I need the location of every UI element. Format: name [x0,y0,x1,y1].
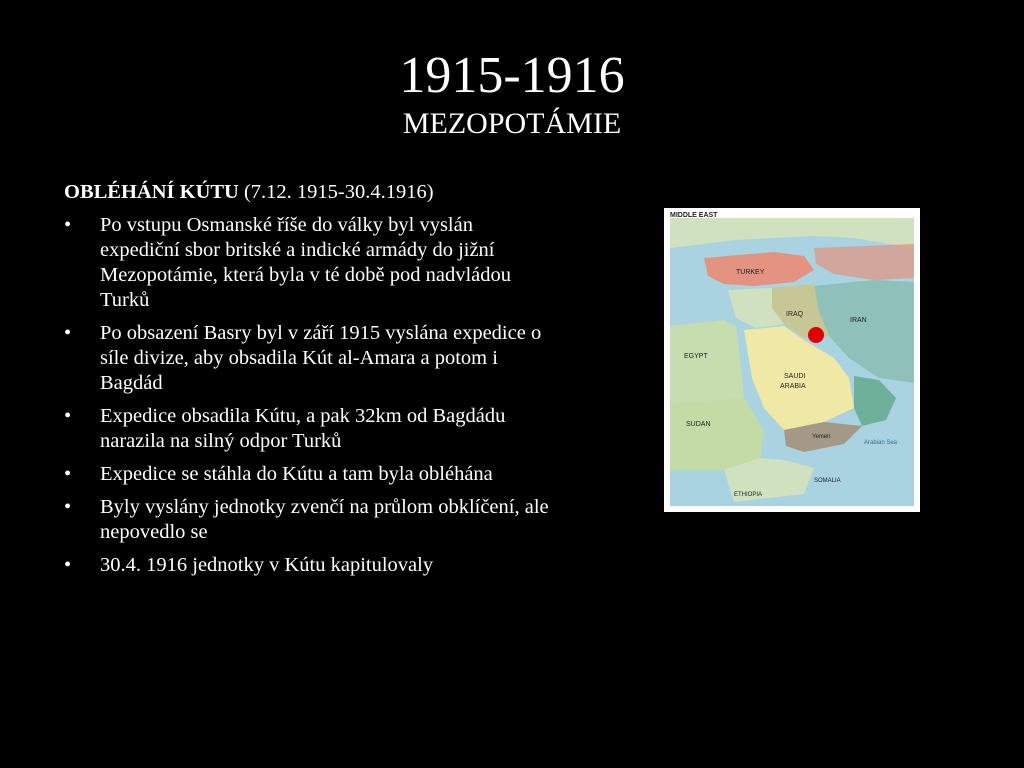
kut-location-marker [808,327,824,343]
bullet-glyph: • [64,463,72,485]
bullet-text: 30.4. 1916 jednotky v Kútu kapitulovaly [100,554,434,576]
bullet-text: Po obsazení Basry byl v září 1915 vyslána expedice o síle divize, aby obsadila Kút al-Amara a potom i Bagdád [100,322,542,394]
map-label-ethiopia: ETHIOPIA [734,492,763,498]
bullet-glyph: • [64,496,72,518]
map-label-sudan: SUDAN [686,421,711,428]
bullet-item [64,321,554,396]
bullet-glyph: • [64,214,72,236]
slide-content [64,180,554,586]
bullet-item [64,462,554,487]
map-label-yemen: Yemen [812,434,831,440]
slide-title-block [0,46,1024,142]
bullet-text: Expedice obsadila Kútu, a pak 32km od Bagdádu narazila na silný odpor Turků [100,405,506,452]
map-egypt [670,320,744,404]
map-label-iran: IRAN [850,317,867,324]
bullet-glyph: • [64,554,72,576]
bullet-item [64,553,554,578]
bullet-item [64,404,554,454]
map-label-somalia: SOMALIA [814,478,841,484]
map-label-egypt: EGYPT [684,353,708,360]
map-label-turkey: TURKEY [736,269,765,276]
map-graphic [664,208,920,512]
bullet-glyph: • [64,405,72,427]
map-sudan [670,398,764,470]
bullet-text: Byly vyslány jednotky zvenčí na průlom obklíčení, ale nepovedlo se [100,496,549,543]
slide-title: 1915-1916 [399,47,625,104]
map-label-iraq: IRAQ [786,311,804,318]
section-heading-dates: (7.12. 1915-30.4.1916) [238,181,434,203]
slide-subtitle: MEZOPOTÁMIE [402,107,622,140]
bullet-item [64,213,554,313]
middle-east-map [664,208,920,512]
bullet-item [64,495,554,545]
bullet-glyph: • [64,322,72,344]
bullet-text: Expedice se stáhla do Kútu a tam byla obléhána [100,463,493,485]
map-label-arabia: ARABIA [780,383,806,390]
section-heading-title: OBLÉHÁNÍ KÚTU [64,181,239,203]
bullet-list [64,213,554,578]
section-heading [64,180,554,205]
map-label-arabian-sea: Arabian Sea [864,440,898,446]
bullet-text: Po vstupu Osmanské říše do války byl vyslán expediční sbor britské a indické armády do jižní Mezopotámie, která byla v té době pod nadvládou Turků [100,214,512,311]
map-label-saudi: SAUDI [784,373,806,380]
map-header: MIDDLE EAST [670,212,718,219]
